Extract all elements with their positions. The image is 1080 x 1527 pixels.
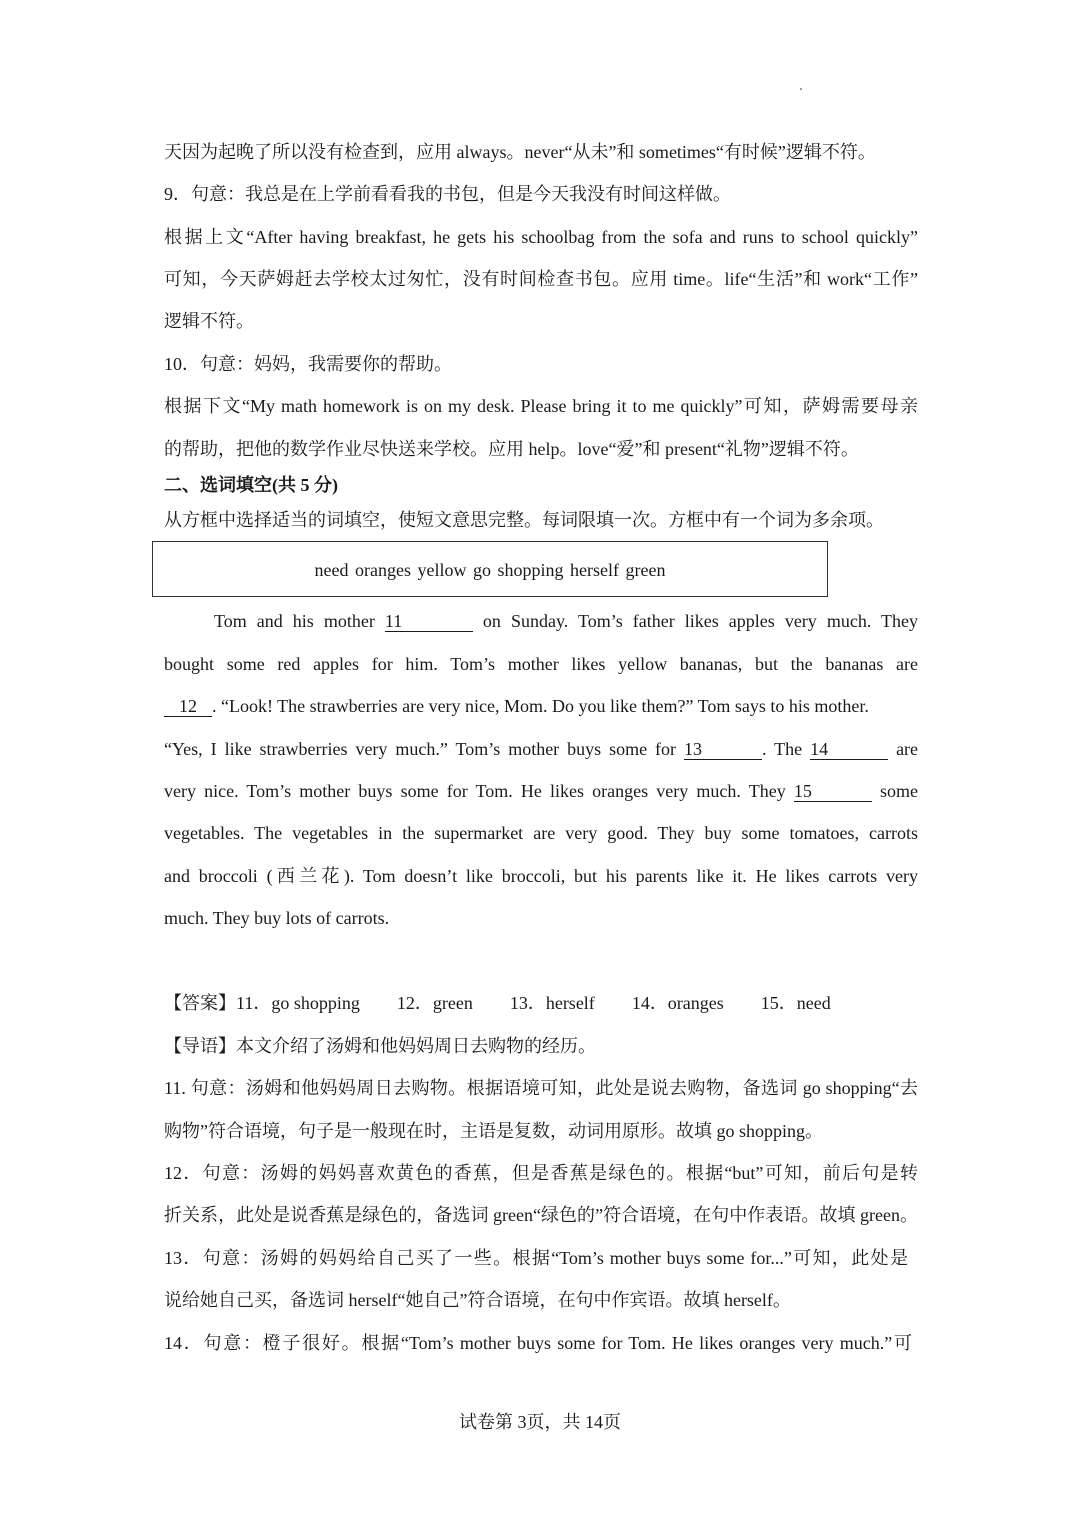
section-instruction: 从方框中选择适当的词填空，使短文意思完整。每词限填一次。方框中有一个词为多余项。 bbox=[164, 510, 884, 530]
answer-item: 13．herself bbox=[509, 993, 595, 1013]
analysis-line: 说给她自己买，备选词 herself“她自己”符合语境，在句中作宾语。故填 herself。 bbox=[164, 1290, 791, 1310]
passage-line bbox=[214, 609, 918, 633]
passage-line: and broccoli (西兰花). Tom doesn’t like broccoli, but his parents like it. He likes carrots very bbox=[164, 866, 918, 886]
analysis-line: 逻辑不符。 bbox=[164, 311, 254, 331]
answer-label: 【答案】 bbox=[164, 993, 236, 1013]
analysis-line: 13．句意：汤姆的妈妈给自己买了一些。根据“Tom’s mother buys some for...”可知，此处是 bbox=[164, 1248, 908, 1268]
analysis-line: 9．句意：我总是在上学前看看我的书包，但是今天我没有时间这样做。 bbox=[164, 184, 731, 204]
blank-14[interactable]: 14 bbox=[810, 739, 888, 760]
passage-line bbox=[164, 737, 918, 761]
page-footer: 试卷第 3页，共 14页 bbox=[459, 1412, 621, 1432]
passage-line bbox=[164, 694, 918, 718]
passage-line: vegetables. The vegetables in the supermarket are very good. They buy some tomatoes, carrots bbox=[164, 823, 918, 843]
analysis-line: 购物”符合语境，句子是一般现在时，主语是复数，动词用原形。故填 go shopping。 bbox=[164, 1121, 823, 1141]
passage-text: . “Look! The strawberries are very nice, Mom. Do you like them?” Tom says to his mother. bbox=[212, 696, 869, 716]
word-box bbox=[152, 541, 828, 597]
guide-line: 【导语】本文介绍了汤姆和他妈妈周日去购物的经历。 bbox=[164, 1036, 596, 1056]
answer-item: 11．go shopping bbox=[236, 993, 360, 1013]
passage-line: bought some red apples for him. Tom’s mother likes yellow bananas, but the bananas are bbox=[164, 654, 918, 674]
analysis-line: 14．句意：橙子很好。根据“Tom’s mother buys some for Tom. He likes oranges very much.”可 bbox=[164, 1333, 912, 1353]
analysis-line: 根据上文“After having breakfast, he gets his schoolbag from the sofa and runs to school quickly” bbox=[164, 227, 918, 247]
scan-speck bbox=[800, 88, 802, 90]
passage-text: very nice. Tom’s mother buys some for Tom. He likes oranges very much. They bbox=[164, 781, 786, 801]
analysis-line: 折关系，此处是说香蕉是绿色的，备选词 green“绿色的”符合语境，在句中作表语。故填 green。 bbox=[164, 1205, 918, 1225]
answer-item: 14．oranges bbox=[631, 993, 724, 1013]
passage-text: are bbox=[896, 739, 919, 759]
analysis-line: 10．句意：妈妈，我需要你的帮助。 bbox=[164, 354, 452, 374]
passage-text: on Sunday. Tom’s father likes apples very much. They bbox=[482, 611, 919, 631]
blank-15[interactable]: 15 bbox=[794, 781, 872, 802]
blank-13[interactable]: 13 bbox=[684, 739, 762, 760]
passage-text: some bbox=[880, 781, 919, 801]
answer-line bbox=[164, 991, 918, 1015]
analysis-line: 12．句意：汤姆的妈妈喜欢黄色的香蕉，但是香蕉是绿色的。根据“but”可知，前后句是转 bbox=[164, 1163, 918, 1183]
analysis-line: 天因为起晚了所以没有检查到，应用 always。never“从未”和 sometimes“有时候”逻辑不符。 bbox=[164, 142, 876, 162]
analysis-line: 根据下文“My math homework is on my desk. Please bring it to me quickly”可知，萨姆需要母亲 bbox=[164, 396, 918, 416]
analysis-line: 可知，今天萨姆赶去学校太过匆忙，没有时间检查书包。应用 time。life“生活”和 work“工作” bbox=[164, 269, 918, 289]
blank-12[interactable]: 12 bbox=[164, 696, 212, 717]
answer-item: 12．green bbox=[396, 993, 473, 1013]
analysis-line: 的帮助，把他的数学作业尽快送来学校。应用 help。love“爱”和 present“礼物”逻辑不符。 bbox=[164, 439, 859, 459]
section-heading: 二、选词填空(共 5 分) bbox=[164, 475, 338, 495]
analysis-line: 11. 句意：汤姆和他妈妈周日去购物。根据语境可知，此处是说去购物，备选词 go shopping“去 bbox=[164, 1078, 918, 1098]
passage-line: much. They buy lots of carrots. bbox=[164, 908, 390, 928]
passage-text: . The bbox=[762, 739, 803, 759]
passage-text: “Yes, I like strawberries very much.” Tom’s mother buys some for bbox=[164, 739, 677, 759]
word-box-words: need oranges yellow go shopping herself green bbox=[314, 560, 666, 580]
blank-11[interactable]: 11 bbox=[385, 611, 473, 632]
passage-text: Tom and his mother bbox=[214, 611, 375, 631]
answer-item: 15．need bbox=[760, 993, 831, 1013]
passage-line bbox=[164, 779, 918, 803]
